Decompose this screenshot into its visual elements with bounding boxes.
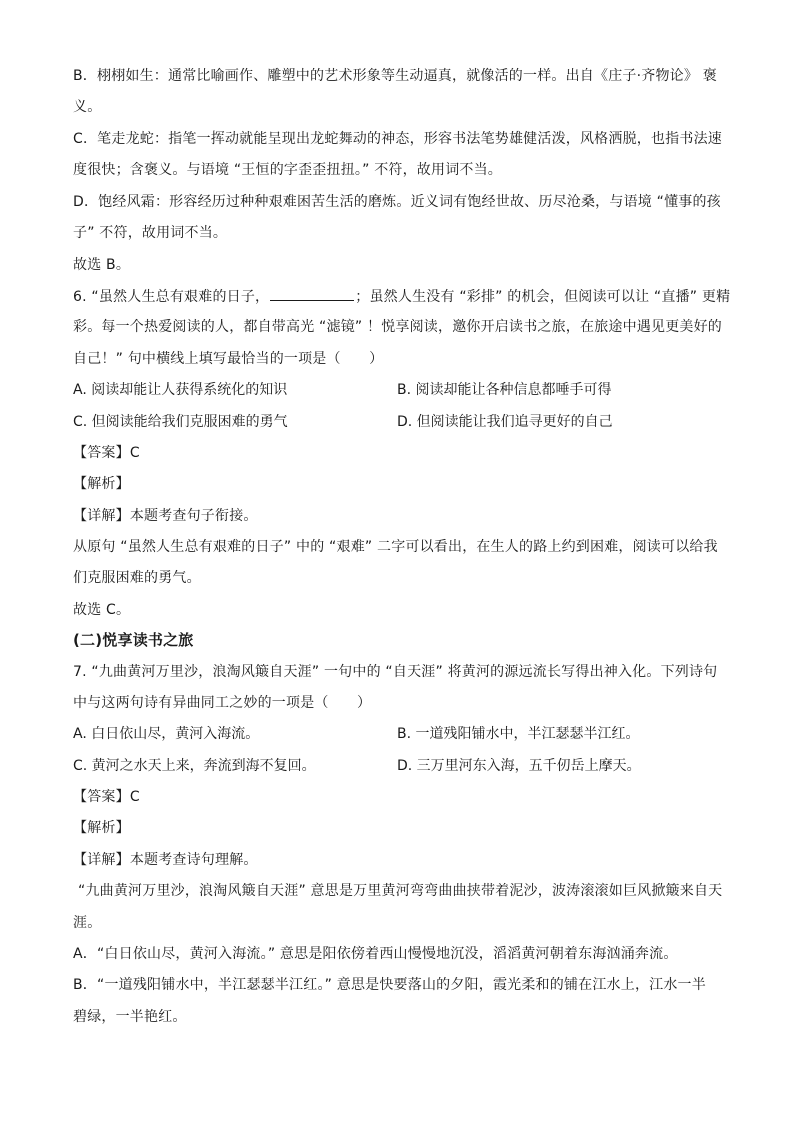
q6-explain-line1: 从原句 “虽然人生总有艰难的日子” 中的 “艰难” 二字可以看出，在生人的路上约到困难，阅读可以给我 xyxy=(73,539,718,555)
section-title: (二)悦享读书之旅 xyxy=(73,631,194,649)
q7-option-c: C. 黄河之水天上来，奔流到海不复回。 xyxy=(73,758,316,774)
q6-option-a: A. 阅读却能让人获得系统化的知识 xyxy=(73,382,288,398)
option-c-explanation-line2: 度很快；含褒义。与语境 “王恒的字歪歪扭扭。” 不符，故用词不当。 xyxy=(73,162,503,178)
q6-detail xyxy=(73,506,258,526)
answer-value: C xyxy=(129,789,140,805)
q7-option-d: D. 三万里河东入海，五千仞岳上摩天。 xyxy=(397,758,641,774)
fill-blank xyxy=(270,286,354,301)
q6-option-d: D. 但阅读能让我们追寻更好的自己 xyxy=(397,414,613,430)
answer-value: C xyxy=(129,445,140,461)
option-b-explanation-line2: 义。 xyxy=(73,99,102,115)
q7-explain-line1: “九曲黄河万里沙，浪淘风簸自天涯” 意思是万里黄河弯弯曲曲挟带着泥沙，波涛滚滚如巨风掀簸来自天 xyxy=(78,883,723,899)
detail-label: 【详解】 xyxy=(73,852,130,868)
q6-conclusion: 故选 C。 xyxy=(73,602,131,618)
q6-stem-part1: 6. “虽然人生总有艰难的日子， xyxy=(73,289,270,305)
q7-detail xyxy=(73,850,258,870)
q7-option-a-explanation: A．“白日依山尽，黄河入海流。” 意思是阳依傍着西山慢慢地沉没，滔滔黄河朝着东海汹涌奔流。 xyxy=(73,946,678,962)
option-b-explanation-line1: B．栩栩如生：通常比喻画作、雕塑中的艺术形象等生动逼真，就像活的一样。出自《庄子·齐物论》 褒 xyxy=(73,68,717,84)
q6-analysis-label: 【解析】 xyxy=(73,476,130,492)
q7-answer xyxy=(73,787,140,807)
q7-stem-line2: 中与这两句诗有异曲同工之妙的一项是（ ） xyxy=(73,695,372,711)
q6-answer xyxy=(73,443,140,463)
q7-explain-line2: 涯。 xyxy=(73,915,102,931)
q7-stem-line1: 7. “九曲黄河万里沙，浪淘风簸自天涯” 一句中的 “自天涯” 将黄河的源远流长写得出神入化。下列诗句 xyxy=(73,664,718,680)
answer-label: 【答案】 xyxy=(73,445,130,461)
detail-text: 本题考查句子衔接。 xyxy=(129,508,258,524)
detail-text: 本题考查诗句理解。 xyxy=(129,852,258,868)
detail-label: 【详解】 xyxy=(73,508,130,524)
q7-option-b-explanation-line1: B．“一道残阳铺水中，半江瑟瑟半江红。” 意思是快要落山的夕阳，霞光柔和的铺在江水上，江水一半 xyxy=(73,977,706,993)
q6-stem-line2: 彩。每一个热爱阅读的人，都自带高光 “滤镜” ！悦享阅读，邀你开启读书之旅，在旅途中遇见更美好的 xyxy=(73,319,723,335)
q6-stem-line1 xyxy=(73,286,730,307)
q6-option-b: B. 阅读却能让各种信息都唾手可得 xyxy=(397,382,612,398)
answer-label: 【答案】 xyxy=(73,789,130,805)
q5-conclusion: 故选 B。 xyxy=(73,257,131,273)
q7-option-b: B. 一道残阳铺水中，半江瑟瑟半江红。 xyxy=(397,726,640,742)
q7-option-a: A. 白日依山尽，黄河入海流。 xyxy=(73,726,260,742)
q6-explain-line2: 们克服困难的勇气。 xyxy=(73,570,201,586)
q6-option-c: C. 但阅读能给我们克服困难的勇气 xyxy=(73,414,288,430)
option-c-explanation-line1: C．笔走龙蛇：指笔一挥动就能呈现出龙蛇舞动的神态，形容书法笔势雄健活泼，风格洒脱，也指书法速 xyxy=(73,131,722,147)
q7-option-b-explanation-line2: 碧绿，一半艳红。 xyxy=(73,1009,187,1025)
q6-stem-part2: ；虽然人生没有 “彩排” 的机会，但阅读可以让 “直播” 更精 xyxy=(355,289,731,305)
q6-stem-line3: 自己！” 句中横线上填写最恰当的一项是（ ） xyxy=(73,351,384,367)
q7-analysis-label: 【解析】 xyxy=(73,820,130,836)
option-d-explanation-line2: 子” 不符，故用词不当。 xyxy=(73,225,228,241)
option-d-explanation-line1: D．饱经风霜：形容经历过种种艰难困苦生活的磨炼。近义词有饱经世故、历尽沧桑，与语境 “懂事的孩 xyxy=(73,194,721,210)
